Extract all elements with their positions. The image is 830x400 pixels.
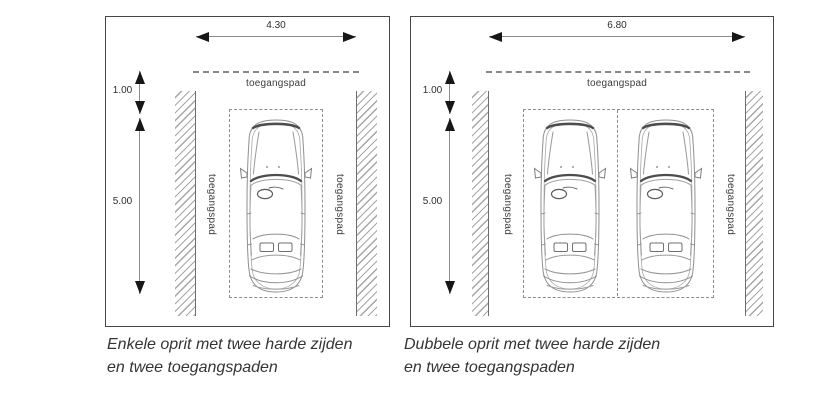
offset-dimension-arrow: [449, 71, 450, 114]
offset-dimension-label: 1.00: [112, 85, 133, 96]
length-dimension-arrow: [449, 118, 450, 294]
width-dimension-label: 4.30: [266, 20, 286, 31]
length-dimension-label: 5.00: [112, 196, 133, 207]
parking-space-divider: [617, 110, 618, 296]
access-path-boundary-dashed-line: [486, 71, 750, 73]
right-access-path-label: toegangspad: [725, 174, 736, 236]
right-access-path-label: toegangspad: [334, 174, 345, 236]
diagram-single-driveway: [105, 16, 390, 327]
access-path-boundary-dashed-line: [193, 71, 359, 73]
left-hard-side-hatch: [472, 91, 489, 316]
right-hard-side-hatch: [356, 91, 377, 316]
caption-double-driveway: [404, 333, 660, 379]
length-dimension-label: 5.00: [422, 196, 443, 207]
left-access-path-label: toegangspad: [206, 174, 217, 236]
offset-dimension-label: 1.00: [422, 85, 443, 96]
left-hard-side-hatch: [175, 91, 196, 316]
caption-line-1: Enkele oprit met twee harde zijden: [107, 336, 353, 353]
car-top-view-right: [629, 117, 703, 295]
caption-line-1: Dubbele oprit met twee harde zijden: [404, 336, 661, 353]
length-dimension-arrow: [139, 118, 140, 294]
car-top-view: [239, 117, 313, 295]
top-access-path-label: toegangspad: [586, 78, 648, 89]
caption-line-2: en twee toegangspaden: [404, 359, 575, 376]
width-dimension-label: 6.80: [607, 20, 627, 31]
right-hard-side-hatch: [745, 91, 763, 316]
width-dimension-arrow: [489, 36, 745, 37]
car-top-view-left: [533, 117, 607, 295]
left-access-path-label: toegangspad: [502, 174, 513, 236]
caption-line-2: en twee toegangspaden: [107, 359, 278, 376]
top-access-path-label: toegangspad: [245, 78, 307, 89]
offset-dimension-arrow: [139, 71, 140, 114]
width-dimension-arrow: [196, 36, 356, 37]
caption-single-driveway: [107, 333, 352, 379]
diagram-double-driveway: [410, 16, 774, 327]
